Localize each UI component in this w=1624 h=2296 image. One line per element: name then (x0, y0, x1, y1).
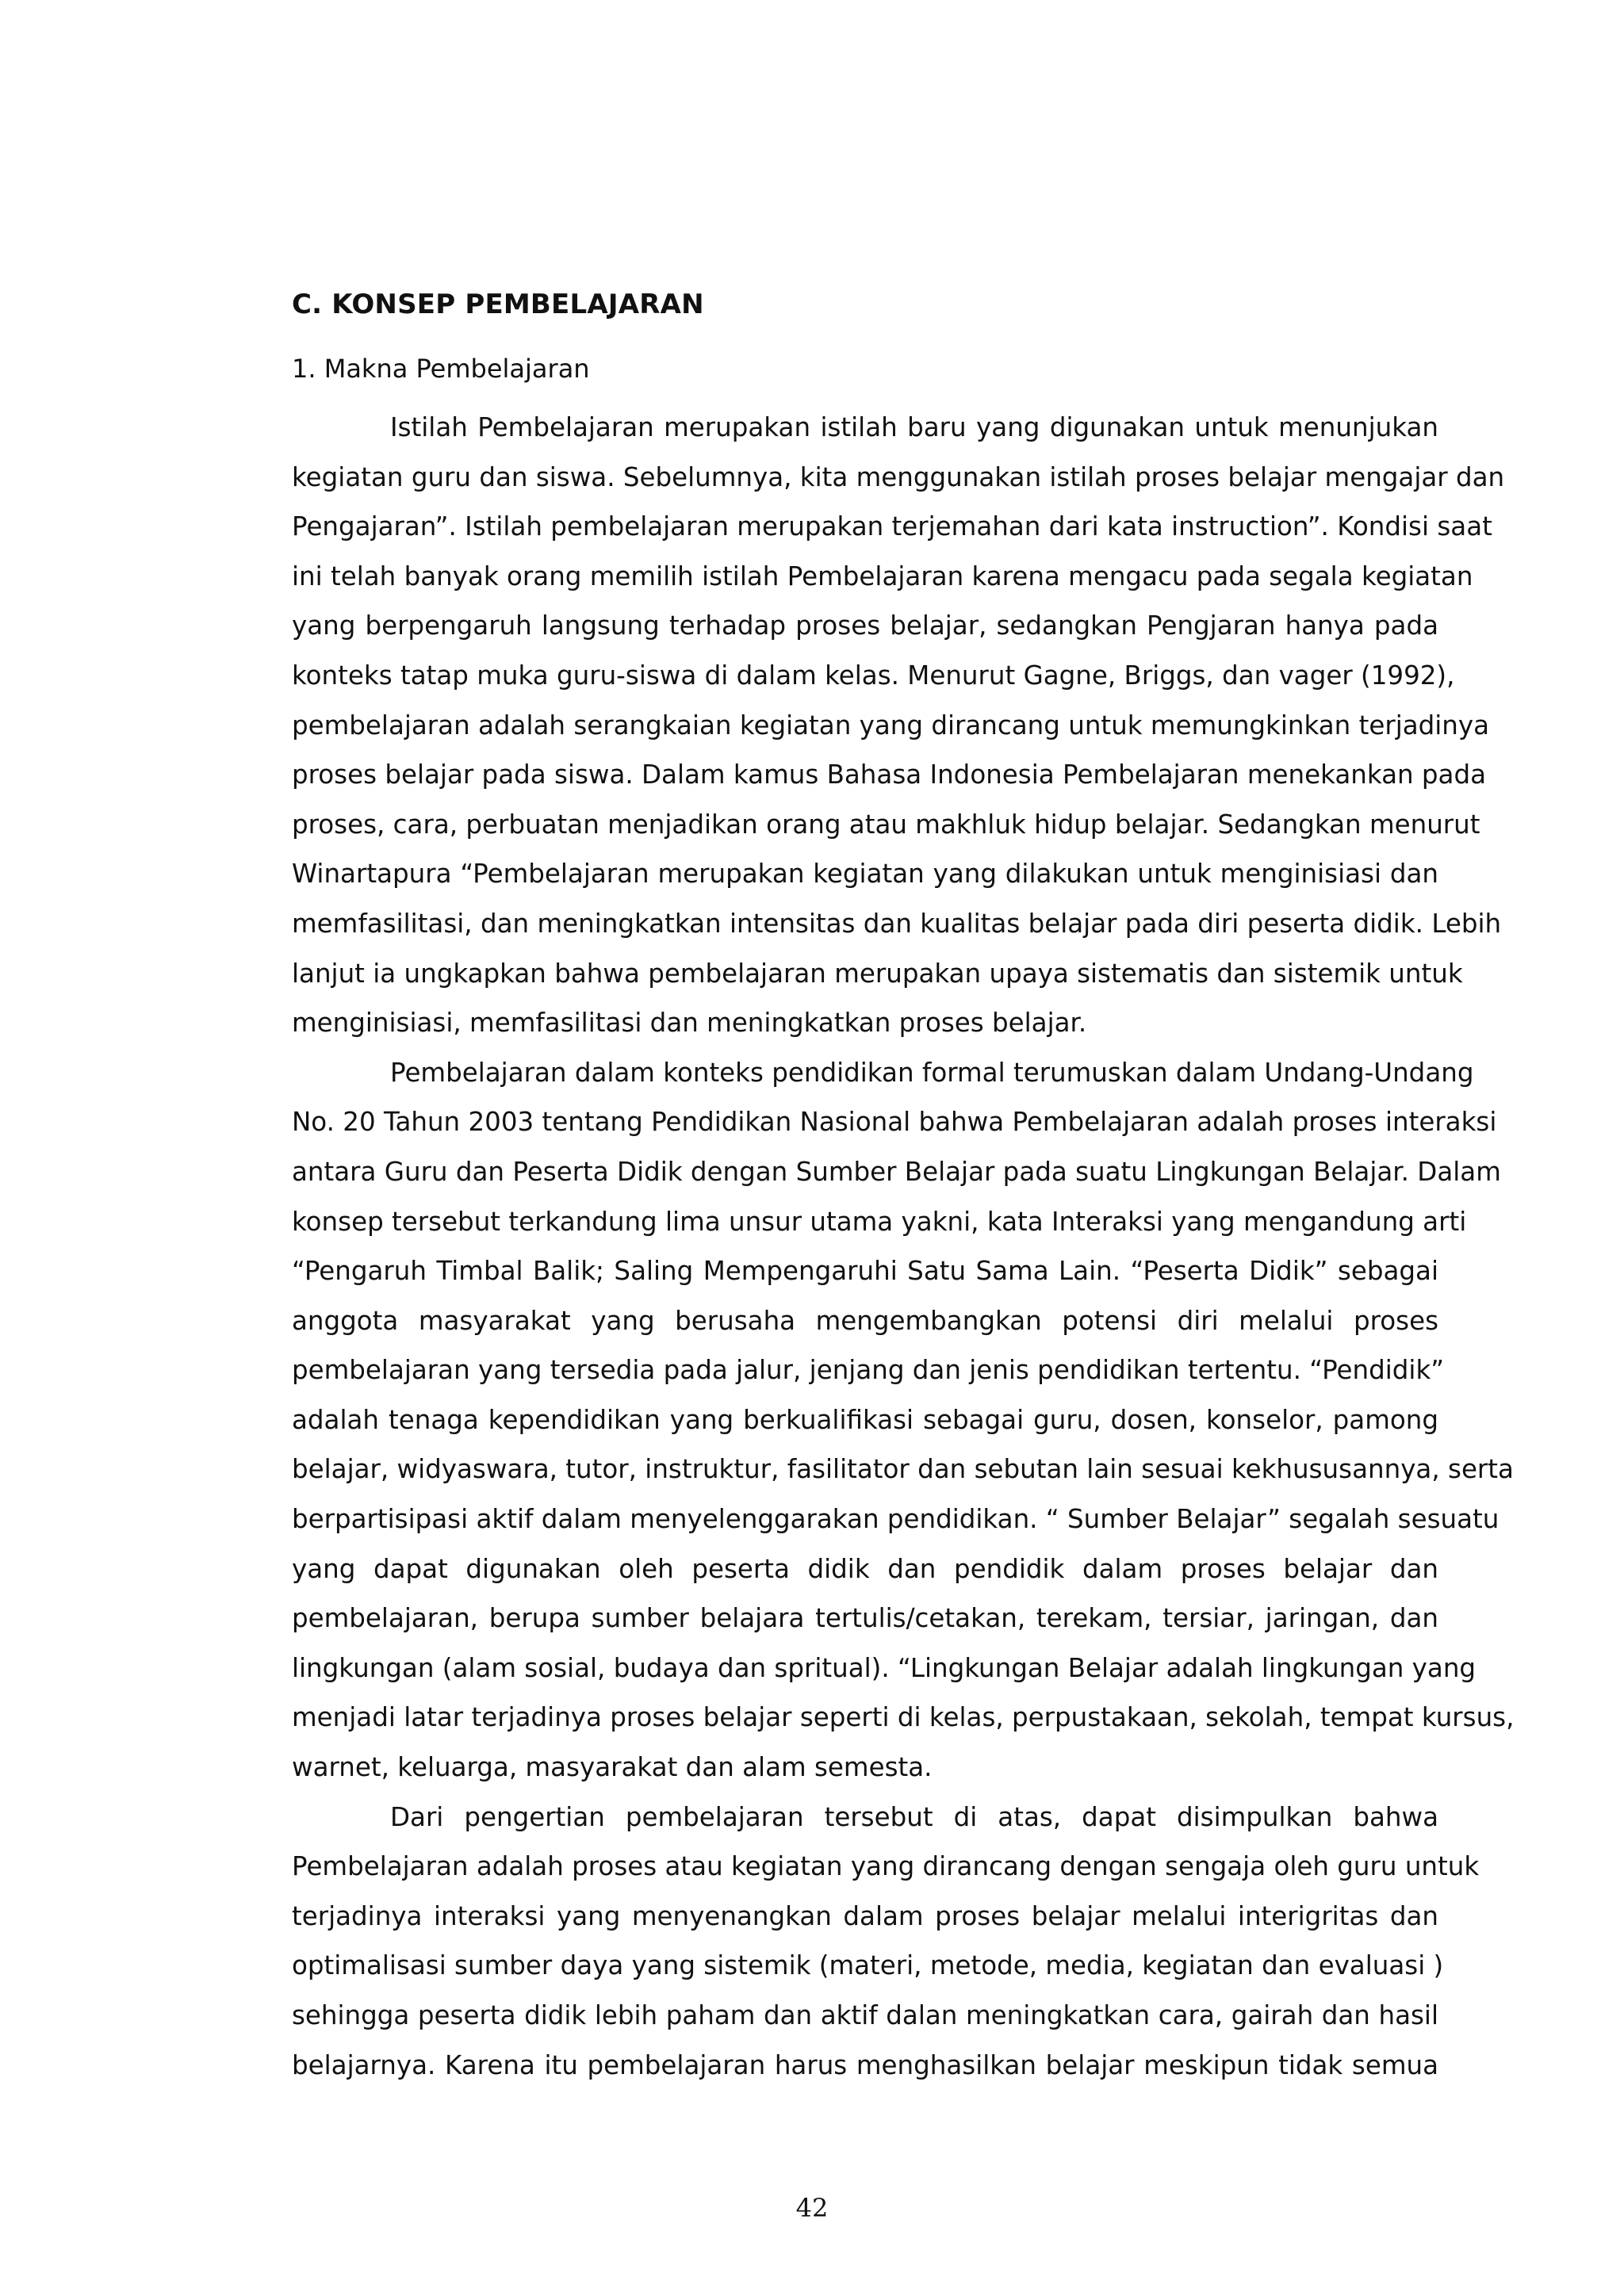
text-line: memfasilitasi, dan meningkatkan intensitas dan kualitas belajar pada diri peserta didik. Lebih (292, 908, 1502, 939)
text-line: lingkungan (alam sosial, budaya dan spritual). “Lingkungan Belajar adalah lingkungan yang (292, 1652, 1477, 1683)
text-line: Winartapura “Pembelajaran merupakan kegiatan yang dilakukan untuk menginisiasi dan (292, 859, 1438, 890)
text-line: yang berpengaruh langsung terhadap proses belajar, sedangkan Pengjaran hanya pada (292, 610, 1438, 641)
text-line: pembelajaran yang tersedia pada jalur, jenjang dan jenis pendidikan tertentu. “Pendidik” (292, 1355, 1445, 1386)
paragraph (292, 1793, 1480, 2091)
text-line: ini telah banyak orang memilih istilah Pembelajaran karena mengacu pada segala kegiatan (292, 561, 1473, 591)
text-line: antara Guru dan Peserta Didik dengan Sumber Belajar pada suatu Lingkungan Belajar. Dalam (292, 1156, 1501, 1187)
text-line: warnet, keluarga, masyarakat dan alam semesta. (292, 1752, 933, 1783)
text-line: terjadinya interaksi yang menyenangkan dalam proses belajar melalui interigritas dan (292, 1900, 1438, 1931)
text-line: Pengajaran”. Istilah pembelajaran merupakan terjemahan dari kata instruction”. Kondisi saat (292, 511, 1492, 542)
text-line: konteks tatap muka guru-siswa di dalam kelas. Menurut Gagne, Briggs, dan vager (1992), (292, 660, 1455, 691)
page-number: 42 (795, 2193, 829, 2223)
text-line: lanjut ia ungkapkan bahwa pembelajaran merupakan upaya sistematis dan sistemik untuk (292, 958, 1463, 989)
text-line: sehingga peserta didik lebih paham dan aktif dalan meningkatkan cara, gairah dan hasil (292, 2000, 1438, 2030)
paragraph (292, 1048, 1515, 1793)
text-line: Pembelajaran dalam konteks pendidikan formal terumuskan dalam Undang-Undang (390, 1057, 1474, 1088)
text-line: “Pengaruh Timbal Balik; Saling Mempengaruhi Satu Sama Lain. “Peserta Didik” sebagai (292, 1256, 1438, 1287)
subsection-heading: 1. Makna Pembelajaran (292, 354, 590, 384)
text-line: pembelajaran adalah serangkaian kegiatan yang dirancang untuk memungkinkan terjadinya (292, 710, 1490, 740)
text-line: belajar, widyaswara, tutor, instruktur, fasilitator dan sebutan lain sesuai kekhususannya, serta (292, 1454, 1514, 1485)
text-line: belajarnya. Karena itu pembelajaran harus menghasilkan belajar meskipun tidak semua (292, 2049, 1438, 2080)
text-line: menginisiasi, memfasilitasi dan meningkatkan proses belajar. (292, 1008, 1087, 1039)
text-line: berpartisipasi aktif dalam menyelenggarakan pendidikan. “ Sumber Belajar” segalah sesuatu (292, 1504, 1500, 1535)
text-line: kegiatan guru dan siswa. Sebelumnya, kita menggunakan istilah proses belajar mengajar dan (292, 461, 1505, 492)
text-line: anggota masyarakat yang berusaha mengembangkan potensi diri melalui proses (292, 1305, 1438, 1336)
section-heading: C. KONSEP PEMBELAJARAN (292, 289, 704, 320)
paragraph (292, 403, 1505, 1048)
text-line: menjadi latar terjadinya proses belajar seperti di kelas, perpustakaan, sekolah, tempat kursus, (292, 1702, 1515, 1733)
text-line: adalah tenaga kependidikan yang berkualifikasi sebagai guru, dosen, konselor, pamong (292, 1404, 1438, 1435)
text-line: Istilah Pembelajaran merupakan istilah baru yang digunakan untuk menunjukan (390, 412, 1438, 442)
text-line: No. 20 Tahun 2003 tentang Pendidikan Nasional bahwa Pembelajaran adalah proses interaksi (292, 1107, 1497, 1138)
body-text (292, 403, 1515, 2090)
text-line: proses belajar pada siswa. Dalam kamus Bahasa Indonesia Pembelajaran menekankan pada (292, 760, 1487, 790)
text-line: proses, cara, perbuatan menjadikan orang atau makhluk hidup belajar. Sedangkan menurut (292, 809, 1480, 840)
text-line: pembelajaran, berupa sumber belajara tertulis/cetakan, terekam, tersiar, jaringan, dan (292, 1603, 1438, 1634)
text-line: optimalisasi sumber daya yang sistemik (materi, metode, media, kegiatan dan evaluasi ) (292, 1950, 1444, 1981)
text-line: Dari pengertian pembelajaran tersebut di atas, dapat disimpulkan bahwa (390, 1801, 1438, 1832)
text-line: konsep tersebut terkandung lima unsur utama yakni, kata Interaksi yang mengandung arti (292, 1206, 1467, 1237)
text-line: Pembelajaran adalah proses atau kegiatan yang dirancang dengan sengaja oleh guru untuk (292, 1851, 1480, 1882)
text-line: yang dapat digunakan oleh peserta didik dan pendidik dalam proses belajar dan (292, 1553, 1438, 1584)
